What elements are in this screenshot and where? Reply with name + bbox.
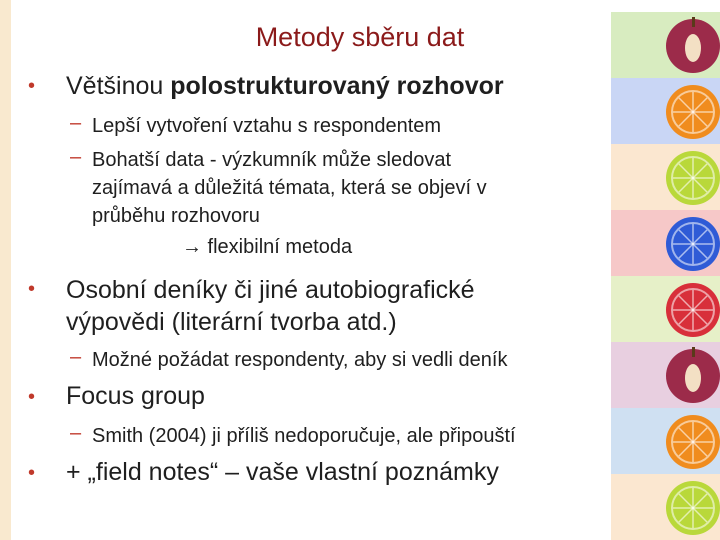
arrow-text: → flexibilní metoda — [182, 236, 353, 258]
bullet-1-prefix: Většinou — [66, 72, 171, 100]
dash-marker: – — [70, 112, 82, 134]
dash-marker: – — [70, 422, 82, 444]
fruit-photo-strip — [611, 12, 720, 540]
sub-text — [92, 146, 487, 230]
fruit-tile — [611, 144, 720, 210]
bullet-2-text — [66, 274, 475, 338]
flexible-method-note — [182, 236, 352, 259]
sub-line: zajímavá a důležitá témata, která se objeví v — [92, 177, 487, 199]
bullet-marker: • — [28, 75, 36, 97]
apple-stem — [692, 347, 695, 357]
bullet-1-strong: polostrukturovaný rozhovor — [170, 72, 504, 100]
dash-marker: – — [70, 146, 82, 168]
left-decor-strip — [0, 0, 11, 540]
bullet-marker: • — [28, 386, 36, 408]
slide-title: Metody sběru dat — [255, 22, 465, 52]
sub-line: průběhu rozhovoru — [92, 205, 260, 227]
fruit-tile — [611, 276, 720, 342]
bullet-line: výpovědi (literární tvorba atd.) — [66, 308, 397, 336]
bullet-1-text — [66, 72, 504, 101]
sub-text: Lepší vytvoření vztahu s respondentem — [92, 115, 442, 137]
apple-icon — [663, 345, 720, 405]
apple-core — [685, 34, 701, 62]
fruit-tile — [611, 408, 720, 474]
orange-icon — [663, 81, 720, 141]
bullet-4-text: + „field notes“ – vaše vlastní poznámky — [66, 458, 499, 486]
fruit-tile — [611, 474, 720, 540]
apple-stem — [692, 17, 695, 27]
sub-line: Bohatší data - výzkumník může sledovat — [92, 149, 452, 171]
fruit-tile — [611, 342, 720, 408]
lime-icon — [663, 477, 720, 537]
sub-text: Možné požádat respondenty, aby si vedli deník — [92, 349, 508, 371]
sub-text: Smith (2004) ji příliš nedoporučuje, ale připouští — [92, 425, 516, 447]
bullet-marker: • — [28, 278, 36, 300]
apple-icon — [663, 15, 720, 75]
orange-icon — [663, 411, 720, 471]
fruit-tile — [611, 12, 720, 78]
lime-icon — [663, 147, 720, 207]
blue-slice-icon — [663, 213, 720, 273]
bullet-line: Osobní deníky či jiné autobiografické — [66, 276, 475, 304]
bullet-3-text: Focus group — [66, 382, 205, 410]
fruit-tile — [611, 210, 720, 276]
fruit-tile — [611, 78, 720, 144]
bullet-marker: • — [28, 462, 36, 484]
dash-marker: – — [70, 346, 82, 368]
red-slice-icon — [663, 279, 720, 339]
apple-core — [685, 364, 701, 392]
